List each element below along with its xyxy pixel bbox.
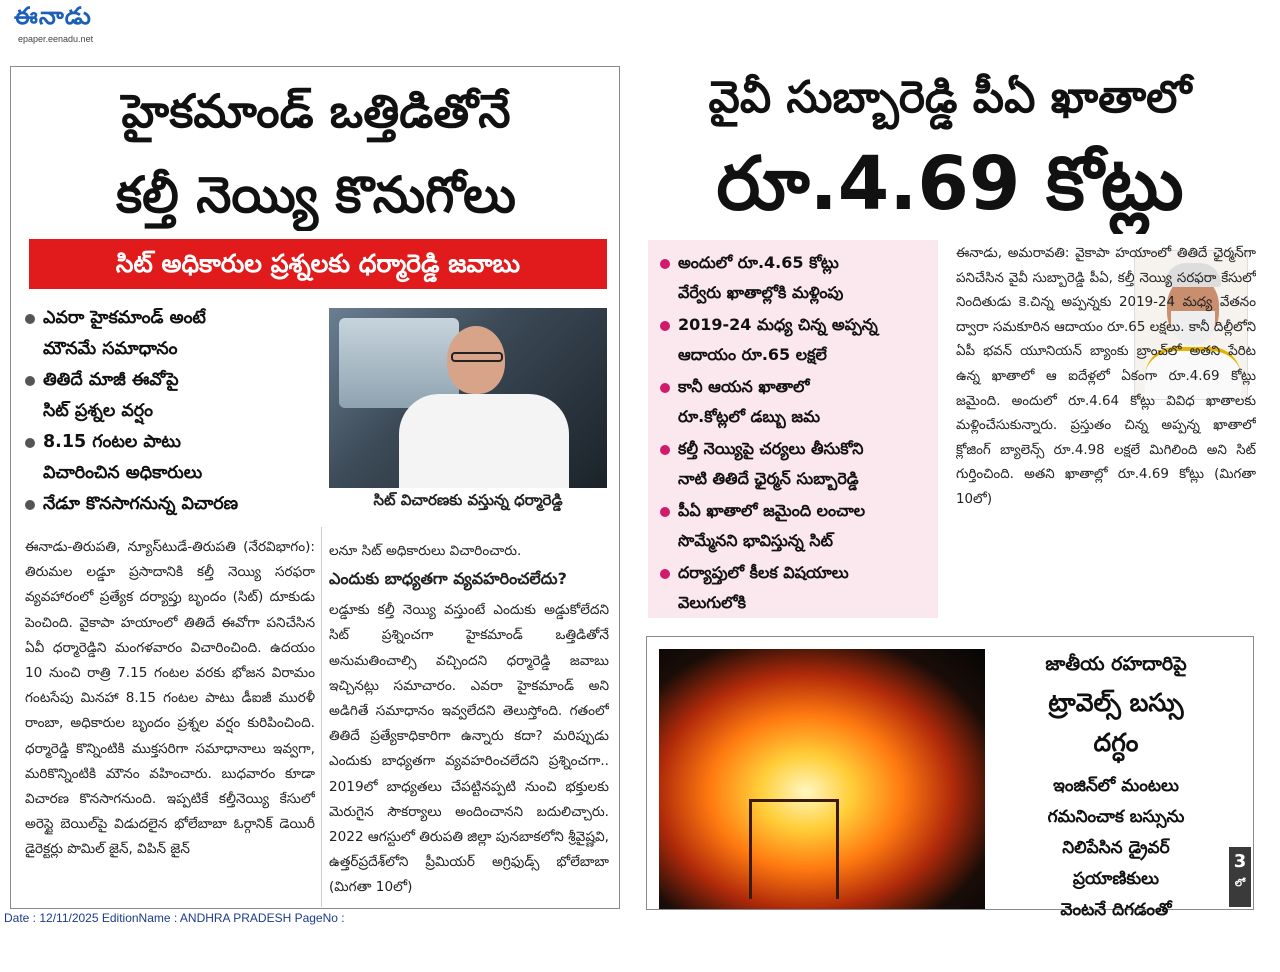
bus-story-sub-line: ఇంజిన్‌లో మంటలు — [1053, 776, 1179, 796]
bullet-line1: నేడూ కొనసాగనున్న విచారణ — [43, 494, 239, 514]
highlight-line1: కానీ ఆయన ఖాతాలో — [678, 377, 810, 396]
page-ref-label: లో — [1234, 878, 1246, 889]
bullet-line1: తితిదే మాజీ ఈవోపై — [43, 370, 179, 390]
highlight-line2: ఆదాయం రూ.65 లక్షలే — [678, 345, 827, 364]
bus-story-sub-line: ప్రయాణికులు — [1072, 869, 1160, 889]
highlight-item — [660, 248, 930, 308]
bullet-line2: సిట్ ప్రశ్నల వర్షం — [43, 401, 154, 421]
story-right-headline-line2: రూ.4.69 కోట్లు — [716, 141, 1184, 227]
highlight-item — [660, 558, 930, 618]
bus-story-sub-line: నిలిపేసిన డ్రైవర్ — [1062, 838, 1170, 858]
bus-story-sub-line: గమనించాక బస్సును — [1047, 807, 1185, 827]
bus-story-sub-line: వెంటనే దిగడంతో — [1060, 900, 1172, 920]
bullet-line2: విచారించిన అధికారులు — [43, 463, 203, 483]
logo-url: epaper.eenadu.net — [18, 34, 94, 44]
bus-frame-shape — [749, 799, 839, 899]
bullet-dot-icon — [660, 259, 670, 269]
bus-story-subtext — [1003, 771, 1229, 926]
story-right-highlights — [648, 240, 938, 618]
highlight-line2: రూ.కోట్లలో డబ్బు జమ — [678, 407, 821, 426]
eenadu-logo[interactable] — [14, 2, 134, 42]
bullet-line1: 8.15 గంటల పాటు — [43, 432, 181, 452]
story-left-body-col2 — [329, 539, 609, 907]
story-left-headline-line1: హైకమాండ్ ఒత్తిడితోనే — [121, 84, 511, 138]
highlight-line2: వేర్వేరు ఖాతాల్లోకి మళ్లింపు — [678, 283, 844, 302]
body-col2-text: లడ్డూకు కల్తీ నెయ్యి వస్తుంటే ఎందుకు అడ్డుకోలేదని సిట్ ప్రశ్నించగా హైకమాండ్ ఒత్తిడితోనే అనుమతించాల్సి వచ్చిందని ధర్మారెడ్డి జవాబు ఇచ్చినట్లు సమాచారం. ఎవరా హైకమాండ్ అని అడిగితే సమాధానం ఇవ్వలేదని తెలుస్తోంది. గతంలో తితిదే ప్రత్యేకాధికారిగా ఉన్నారు కదా? మరిప్పుడు ఎందుకు బాధ్యతగా వ్యవహరించలేదని ప్రశ్నించగా.. 2019లో బాధ్యతలు చేపట్టినప్పటి నుంచి భక్తులకు మెరుగైన సౌకర్యాలు అందించానని బదులిచ్చారు. 2022 ఆగస్టులో తిరుపతి జిల్లా పునబాకలోని శ్రీవైష్ణవి, ఉత్తర్‌ప్రదేశ్‌లోని ప్రీమియర్ అగ్రిఫుడ్స్ భోలేబాబా (మిగతా 10లో) — [329, 602, 609, 896]
story-right-body — [956, 242, 1256, 610]
bus-story-headline-line3: దగ్ధం — [1093, 728, 1139, 757]
story-right-body-text: ఈనాడు, అమరావతి: వైకాపా హయాంలో తితిదే ఛైర్మన్‌గా పనిచేసిన వైవీ సుబ్బారెడ్డి పీఏ, కల్తీ నెయ్యి సరఫరా కేసులో నిందితుడు కె.చిన్న అప్పన్నకు 2019-24 మధ్య వేతనం ద్వారా సమకూరిన ఆదాయం రూ.65 లక్షలు. కానీ దిల్లీలోని ఏపీ భవన్ యూనియన్ బ్యాంకు బ్రాంచ్‌లో అతని పేరిట ఉన్న ఖాతాలో ఆ ఐదేళ్లలో ఏకంగా రూ.4.69 కోట్లు జమైంది. అందులో రూ.4.64 కోట్లు వివిధ ఖాతాలకు మళ్లించేసుకున్నారు. ప్రస్తుతం చిన్న అప్పన్న ఖాతాలో క్లోజింగ్ బ్యాలెన్స్ రూ.4.98 లక్షలే మిగిలింది అని సిట్ గుర్తించింది. అతని ఖాతాల్లో రూ.4.69 కోట్లు (మిగతా 10లో) — [956, 246, 1256, 507]
bullet-item — [23, 303, 323, 365]
bullet-dot-icon — [25, 376, 35, 386]
photo-caption: సిట్ విచారణకు వస్తున్న ధర్మారెడ్డి — [373, 491, 563, 509]
body-col2-intro: లనూ సిట్ అధికారులు విచారించారు. — [329, 543, 522, 559]
bullet-dot-icon — [660, 383, 670, 393]
bullet-dot-icon — [25, 314, 35, 324]
highlight-line2: నాటి తితిదే ఛైర్మన్ సుబ్బారెడ్డి — [678, 469, 859, 488]
highlight-line1: కల్తీ నెయ్యిపై చర్యలు తీసుకోని — [678, 439, 864, 458]
bullet-dot-icon — [660, 507, 670, 517]
bullet-item — [23, 489, 323, 520]
column-divider — [321, 527, 322, 907]
bus-fire-story-panel — [646, 636, 1254, 920]
bullet-line1: ఎవరా హైకమాండ్ అంటే — [43, 308, 206, 328]
logo-text: ఈనాడు — [14, 2, 92, 30]
highlight-line2: వెలుగులోకి — [678, 593, 747, 612]
highlight-line1: అందులో రూ.4.65 కోట్లు — [678, 253, 839, 272]
highlight-line2: సొమ్మేనని భావిస్తున్న సిట్ — [678, 531, 833, 550]
story-left-panel — [10, 66, 620, 909]
bus-fire-photo[interactable] — [659, 649, 985, 909]
bullet-dot-icon — [660, 569, 670, 579]
bullet-line2: మౌనమే సమాధానం — [43, 339, 178, 359]
person-shirt-shape — [399, 394, 569, 488]
bullet-dot-icon — [25, 438, 35, 448]
story-left-headline-line2: కల్తీ నెయ్యి కొనుగోలు — [116, 166, 516, 224]
highlight-item — [660, 496, 930, 556]
bullet-dot-icon — [660, 321, 670, 331]
bullet-item — [23, 427, 323, 489]
highlight-line1: 2019-24 మధ్య చిన్న అప్పన్న — [678, 315, 878, 334]
story-left-subhead: ఎందుకు బాధ్యతగా వ్యవహరించలేదు? — [329, 569, 567, 589]
person-glasses-shape — [451, 352, 503, 362]
dharmareddy-photo[interactable] — [329, 308, 607, 488]
bus-story-headline-line1: జాతీయ రహదారిపై — [1045, 653, 1187, 675]
story-left-red-strap: సిట్ అధికారుల ప్రశ్నలకు ధర్మారెడ్డి జవాబు — [29, 239, 607, 289]
highlight-item — [660, 372, 930, 432]
story-left-body-col1: ఈనాడు-తిరుపతి, న్యూస్‌టుడే-తిరుపతి (నేరవిభాగం): తిరుమల లడ్డూ ప్రసాదానికి కల్తీ నెయ్యి సరఫరా వ్యవహారంలో ప్రత్యేక దర్యాప్తు బృందం (సిట్) దూకుడు పెంచింది. వైకాపా హయాంలో తితిదే ఈవోగా పనిచేసిన ఏవీ ధర్మారెడ్డిని మంగళవారం విచారించింది. ఉదయం 10 నుంచి రాత్రి 7.15 గంటల వరకు భోజన విరామం గంటసేపు మినహా 8.15 గంటల పాటు డీఐజీ మురళీ రాంబా, అధికారుల బృందం ప్రశ్నల వర్షం కురిపించింది. ధర్మారెడ్డి కొన్నింటికి ముక్తసరిగా సమాధానాలు ఇవ్వగా, మరికొన్నింటికి మౌనం వహించారు. బుధవారం కూడా విచారణ కొనసాగనుంది. ఇప్పటికే కల్తీనెయ్యి కేసులో అరెస్టై బెయిల్‌పై విడుదలైన భోలేబాబా ఓర్గానిక్ డెయిరీ డైరెక్టర్లు పొమిల్ జైన్, విపిన్ జైన్ — [25, 539, 315, 858]
page-ref-number: 3 — [1233, 851, 1247, 872]
bullet-dot-icon — [25, 500, 35, 510]
edition-footer: Date : 12/11/2025 EditionName : ANDHRA PRADESH PageNo : — [4, 911, 345, 925]
story-right-headline-line1: వైవీ సుబ్బారెడ్డి పీఏ ఖాతాలో — [708, 72, 1192, 123]
highlight-line1: పీఏ ఖాతాలో జమైంది లంచాల — [678, 501, 866, 520]
bullet-dot-icon — [660, 445, 670, 455]
page-reference-tag[interactable] — [1229, 847, 1251, 907]
highlight-item — [660, 310, 930, 370]
highlight-line1: దర్యాప్తులో కీలక విషయాలు — [678, 563, 849, 582]
bus-story-headline-line2: ట్రావెల్స్ బస్సు — [1048, 688, 1184, 717]
highlight-item — [660, 434, 930, 494]
bullet-item — [23, 365, 323, 427]
story-left-bullets — [23, 303, 323, 520]
